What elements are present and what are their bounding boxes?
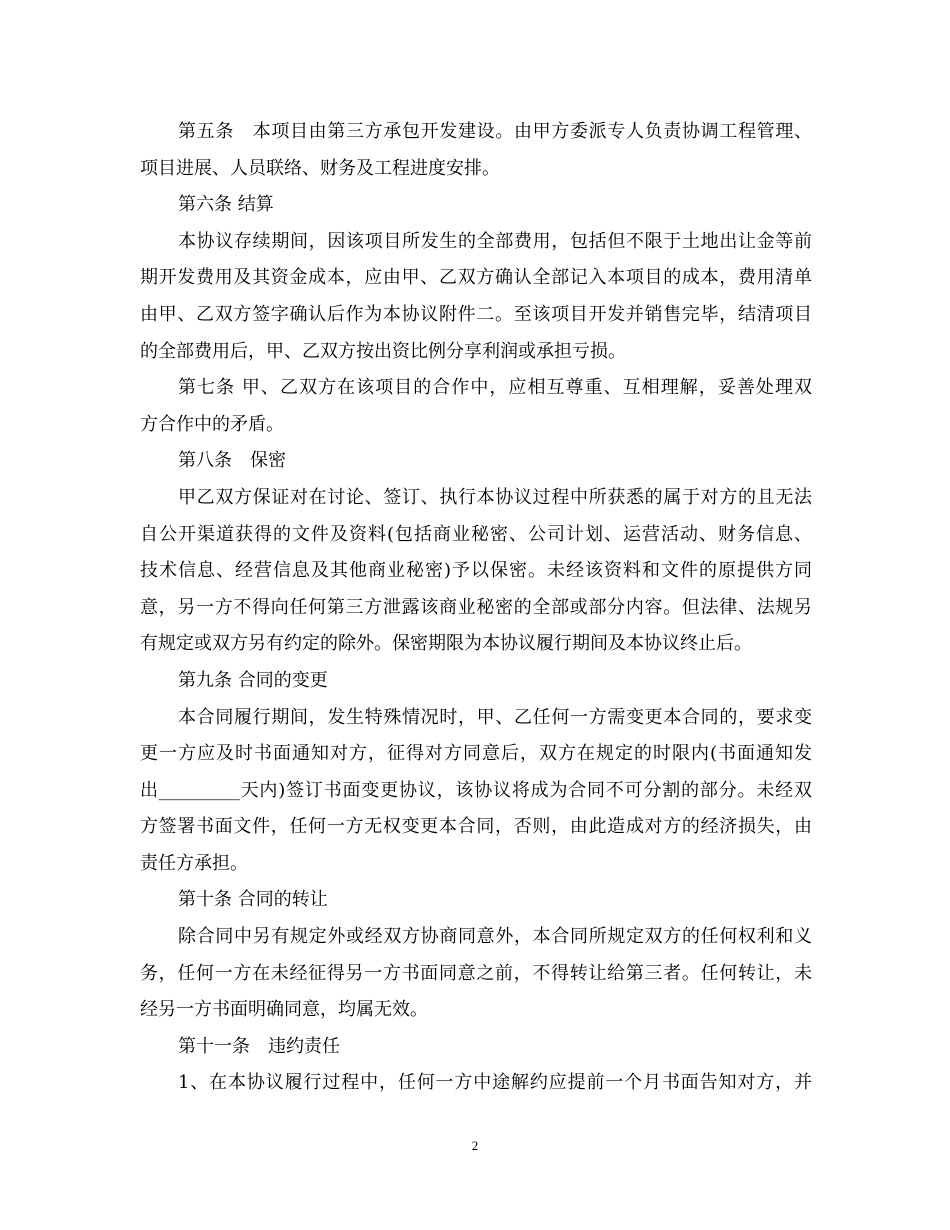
article-7-line-2: 方合作中的矛盾。 [140,413,284,435]
article-6-line-4: 的全部费用后，甲、乙双方按出资比例分享利润或承担亏损。 [140,340,626,362]
article-11-heading: 第十一条 违约责任 [178,1035,340,1057]
article-7-line-1: 第七条 甲、乙双方在该项目的合作中，应相互尊重、互相理解，妥善处理双 [178,377,812,399]
article-8-line-2: 自公开渠道获得的文件及资料(包括商业秘密、公司计划、运营活动、财务信息、 [140,523,812,545]
article-9-line-3: 出_________天内)签订书面变更协议，该协议将成为合同不可分割的部分。未经双 [140,779,812,801]
article-6-line-2: 期开发费用及其资金成本，应由甲、乙双方确认全部记入本项目的成本，费用清单 [140,267,812,289]
page-number: 2 [471,1138,479,1153]
article-10-line-1: 除合同中另有规定外或经双方协商同意外，本合同所规定双方的任何权利和义 [178,926,812,948]
article-9-heading: 第九条 合同的变更 [178,669,328,691]
article-9-line-5: 责任方承担。 [140,852,248,874]
article-8-line-3: 技术信息、经营信息及其他商业秘密)予以保密。未经该资料和文件的原提供方同 [140,560,812,582]
article-10-line-2: 务，任何一方在未经征得另一方书面同意之前，不得转让给第三者。任何转让，未 [140,962,812,984]
article-9-line-4: 方签署书面文件，任何一方无权变更本合同，否则，由此造成对方的经济损失，由 [140,816,812,838]
article-9-line-2: 更一方应及时书面通知对方，征得对方同意后，双方在规定的时限内(书面通知发 [140,743,812,765]
document-body [140,114,812,1102]
article-11-clause-1-line-1: 1、在本协议履行过程中，任何一方中途解约应提前一个月书面告知对方，并 [178,1072,812,1094]
article-10-heading: 第十条 合同的转让 [178,889,328,911]
article-6-line-1: 本协议存续期间，因该项目所发生的全部费用，包括但不限于土地出让金等前 [178,230,812,252]
article-8-line-5: 有规定或双方另有约定的除外。保密期限为本协议履行期间及本协议终止后。 [140,633,752,655]
article-6-heading: 第六条 结算 [178,194,274,216]
article-8-line-4: 意，另一方不得向任何第三方泄露该商业秘密的全部或部分内容。但法律、法规另 [140,596,812,618]
article-5-line-2: 项目进展、人员联络、财务及工程进度安排。 [140,157,500,179]
article-8-line-1: 甲乙双方保证对在讨论、签订、执行本协议过程中所获悉的属于对方的且无法 [178,486,812,508]
article-9-line-1: 本合同履行期间，发生特殊情况时，甲、乙任何一方需变更本合同的，要求变 [178,706,812,728]
article-6-line-3: 由甲、乙双方签字确认后作为本协议附件二。至该项目开发并销售完毕，结清项目 [140,303,812,325]
article-5-line-1: 第五条 本项目由第三方承包开发建设。由甲方委派专人负责协调工程管理、 [178,121,812,142]
article-8-heading: 第八条 保密 [178,450,286,472]
article-10-line-3: 经另一方书面明确同意，均属无效。 [140,999,428,1021]
